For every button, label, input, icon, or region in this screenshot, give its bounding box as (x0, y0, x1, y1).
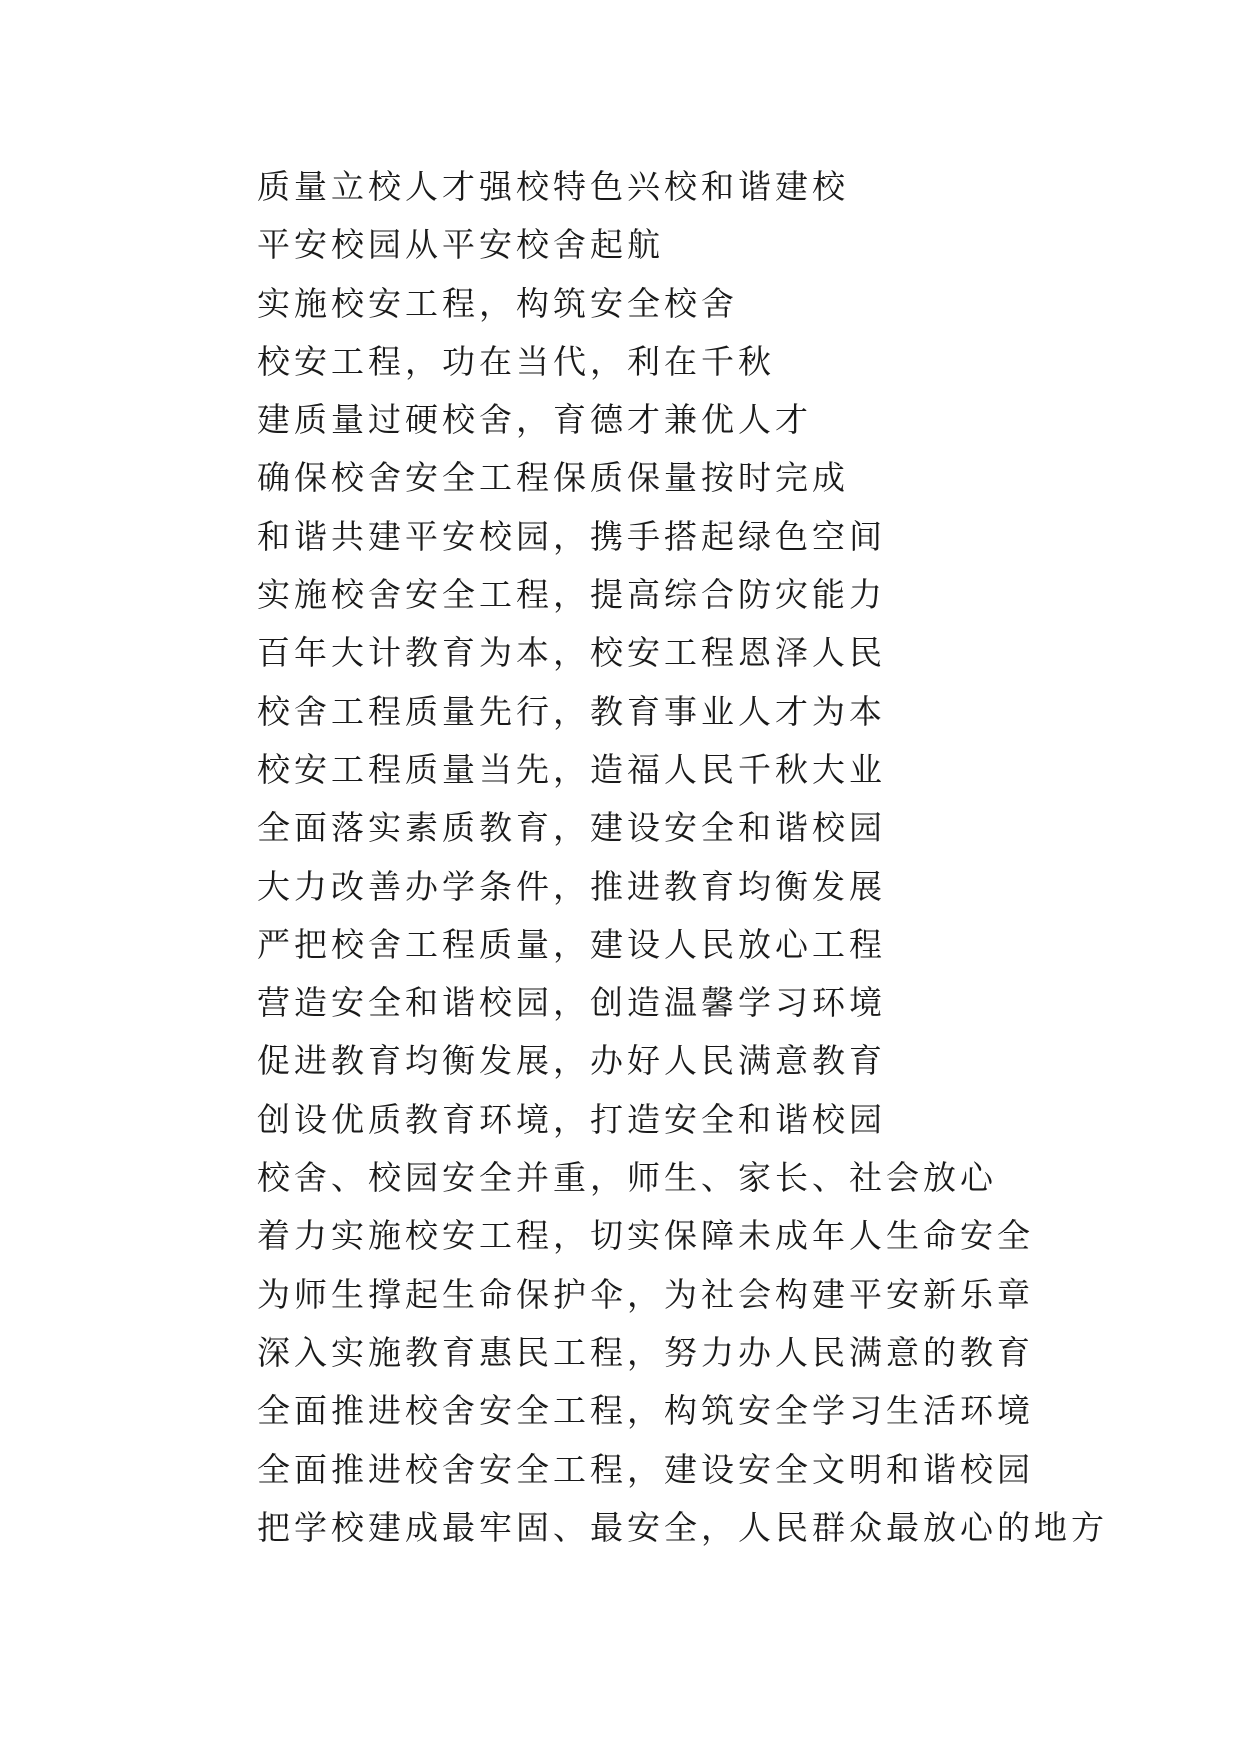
slogan-line: 营造安全和谐校园，创造温馨学习环境 (257, 983, 886, 1023)
slogan-line: 百年大计教育为本，校安工程恩泽人民 (257, 633, 886, 673)
slogan-line: 全面落实素质教育，建设安全和谐校园 (257, 808, 886, 848)
slogan-line: 大力改善办学条件，推进教育均衡发展 (257, 866, 886, 906)
slogan-line: 校舍工程质量先行，教育事业人才为本 (257, 691, 886, 731)
slogan-line: 实施校安工程，构筑安全校舍 (257, 283, 738, 323)
slogan-line: 为师生撑起生命保护伞，为社会构建平安新乐章 (257, 1274, 1034, 1314)
slogan-line: 把学校建成最牢固、最安全，人民群众最放心的地方 (257, 1507, 1108, 1547)
slogan-line: 促进教育均衡发展，办好人民满意教育 (257, 1041, 886, 1081)
slogan-line: 校舍、校园安全并重，师生、家长、社会放心 (257, 1158, 997, 1198)
slogan-line: 全面推进校舍安全工程，建设安全文明和谐校园 (257, 1449, 1034, 1489)
slogan-line: 创设优质教育环境，打造安全和谐校园 (257, 1099, 886, 1139)
slogan-line: 全面推进校舍安全工程，构筑安全学习生活环境 (257, 1391, 1034, 1431)
slogan-list (257, 158, 1108, 1557)
slogan-line: 实施校舍安全工程，提高综合防灾能力 (257, 575, 886, 615)
slogan-line: 深入实施教育惠民工程，努力办人民满意的教育 (257, 1332, 1034, 1372)
slogan-line: 和谐共建平安校园，携手搭起绿色空间 (257, 516, 886, 556)
slogan-line: 着力实施校安工程，切实保障未成年人生命安全 (257, 1216, 1034, 1256)
slogan-line: 建质量过硬校舍，育德才兼优人才 (257, 400, 812, 440)
slogan-line: 严把校舍工程质量，建设人民放心工程 (257, 924, 886, 964)
slogan-line: 校安工程质量当先，造福人民千秋大业 (257, 749, 886, 789)
slogan-line: 平安校园从平安校舍起航 (257, 225, 664, 265)
slogan-line: 校安工程，功在当代，利在千秋 (257, 341, 775, 381)
slogan-line: 确保校舍安全工程保质保量按时完成 (257, 458, 849, 498)
slogan-line: 质量立校人才强校特色兴校和谐建校 (257, 167, 849, 206)
